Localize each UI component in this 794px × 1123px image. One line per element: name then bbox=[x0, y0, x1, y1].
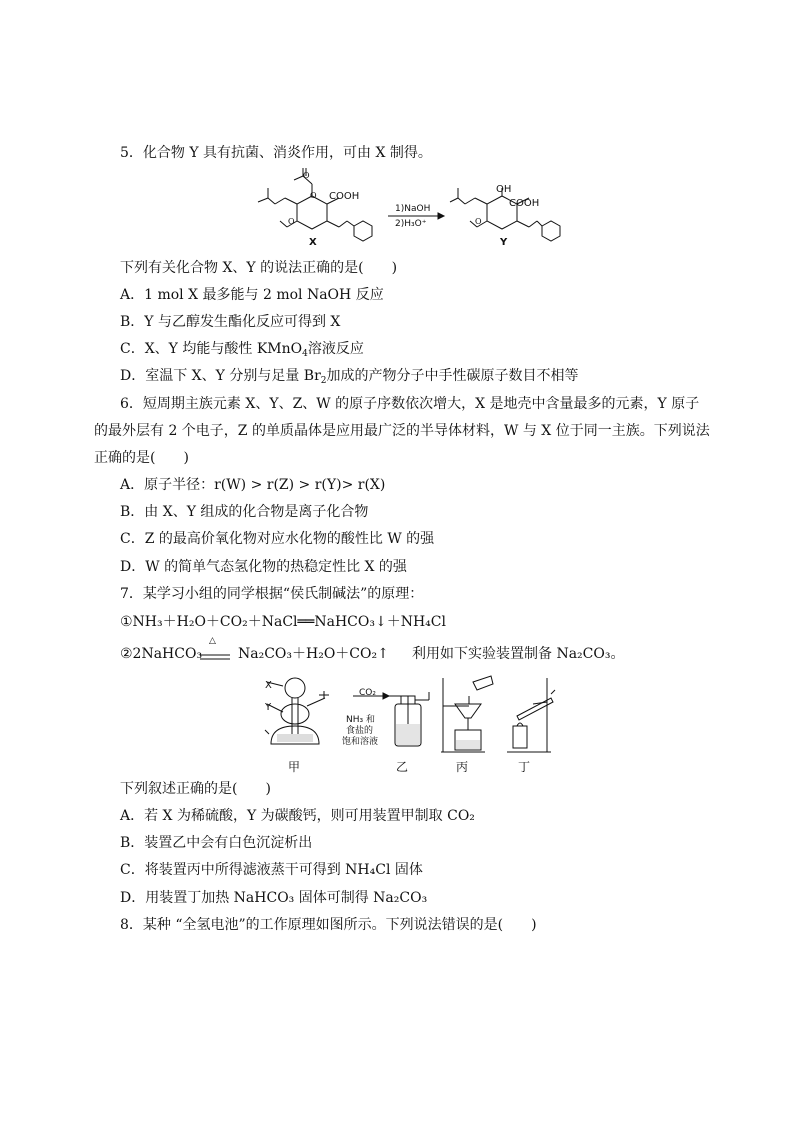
label-ding: 丁 bbox=[518, 760, 531, 774]
q7-apparatus-figure bbox=[255, 674, 565, 759]
y-cooh-label: COOH bbox=[509, 198, 540, 209]
reagent-naoh: 1)NaOH bbox=[395, 204, 431, 214]
label-nh3-line3: 饱和溶液 bbox=[342, 737, 379, 747]
q6-stem-line3: 正确的是( ) bbox=[94, 450, 189, 466]
label-bing: 丙 bbox=[456, 760, 469, 774]
q6-option-a: A．原子半径：r(W) > r(Z) > r(Y)> r(X) bbox=[120, 477, 386, 493]
label-co2: CO₂ bbox=[359, 688, 376, 698]
compound-y-label: Y bbox=[500, 237, 508, 248]
label-nh3-line1: NH₃ 和 bbox=[346, 715, 375, 725]
q6-stem-line2: 的最外层有 2 个电子，Z 的单质晶体是应用最广泛的半导体材料，W 与 X 位于同一主族。下列说法 bbox=[94, 423, 710, 439]
q7-option-d: D．用装置丁加热 NaHCO₃ 固体可制得 Na₂CO₃ bbox=[120, 890, 428, 906]
compound-x-structure bbox=[258, 168, 372, 241]
svg-text:O: O bbox=[303, 171, 310, 180]
apparatus-ding-heating bbox=[507, 678, 555, 752]
q6-stem-line1: 6．短周期主族元素 X、Y、Z、W 的原子序数依次增大，X 是地壳中含量最多的元素，Y 原子 bbox=[120, 396, 700, 412]
y-oh-label: OH bbox=[496, 184, 512, 195]
q7-option-b: B．装置乙中会有白色沉淀析出 bbox=[120, 835, 313, 851]
q7-equation-2-tail: 利用如下实验装置制备 Na₂CO₃。 bbox=[412, 646, 625, 662]
q7-option-c: C．将装置丙中所得滤液蒸干可得到 NH₄Cl 固体 bbox=[120, 862, 423, 878]
q6-option-c: C．Z 的最高价氧化物对应水化物的酸性比 W 的强 bbox=[120, 531, 435, 547]
q5-prompt: 下列有关化合物 X、Y 的说法正确的是( ) bbox=[120, 260, 398, 276]
svg-text:O: O bbox=[475, 217, 482, 226]
reagent-h3o: 2)H₃O⁺ bbox=[395, 219, 427, 229]
q7-prompt: 下列叙述正确的是( ) bbox=[120, 781, 271, 797]
q6-option-d: D．W 的简单气态氢化物的热稳定性比 X 的强 bbox=[120, 559, 407, 575]
x-cooh-label: COOH bbox=[329, 191, 360, 202]
q5-stem: 5．化合物 Y 具有抗菌、消炎作用，可由 X 制得。 bbox=[120, 145, 432, 161]
q7-equation-2-left: ②2NaHCO₃ bbox=[120, 646, 203, 662]
apparatus-bing-filtration bbox=[441, 676, 493, 752]
label-jia: 甲 bbox=[288, 760, 301, 774]
q7-stem: 7．某学习小组的同学根据“侯氏制碱法”的原理： bbox=[120, 586, 424, 602]
q6-option-b: B．由 X、Y 组成的化合物是离子化合物 bbox=[120, 504, 369, 520]
q8-stem: 8．某种 “全氢电池”的工作原理如图所示。下列说法错误的是( ) bbox=[120, 917, 537, 933]
label-x: X bbox=[265, 680, 272, 691]
q5-option-a: A．1 mol X 最多能与 2 mol NaOH 反应 bbox=[120, 287, 384, 303]
label-y: Y bbox=[265, 702, 272, 713]
apparatus-jia-kipp-generator bbox=[265, 678, 329, 744]
svg-text:O: O bbox=[310, 191, 317, 200]
q7-equation-1: ①NH₃＋H₂O＋CO₂＋NaCl══NaHCO₃↓＋NH₄Cl bbox=[120, 614, 446, 630]
compound-x-label: X bbox=[309, 237, 317, 248]
q5-option-c: C．X、Y 均能与酸性 KMnO$_4$溶液反应 bbox=[120, 341, 364, 359]
q7-delta-symbol: △ bbox=[209, 636, 216, 646]
q5-option-d: D．室温下 X、Y 分别与足量 $Br_2$加成的产物分子中手性碳原子数目不相等 bbox=[120, 368, 579, 386]
label-yi: 乙 bbox=[396, 760, 409, 774]
q7-option-a: A．若 X 为稀硫酸，Y 为碳酸钙，则可用装置甲制取 CO₂ bbox=[120, 808, 475, 824]
q5-option-b: B．Y 与乙醇发生酯化反应可得到 X bbox=[120, 314, 341, 330]
q7-equation-2-right: Na₂CO₃＋H₂O＋CO₂↑ bbox=[238, 646, 389, 662]
svg-text:O: O bbox=[288, 217, 295, 226]
label-nh3-line2: 食盐的 bbox=[346, 726, 374, 736]
